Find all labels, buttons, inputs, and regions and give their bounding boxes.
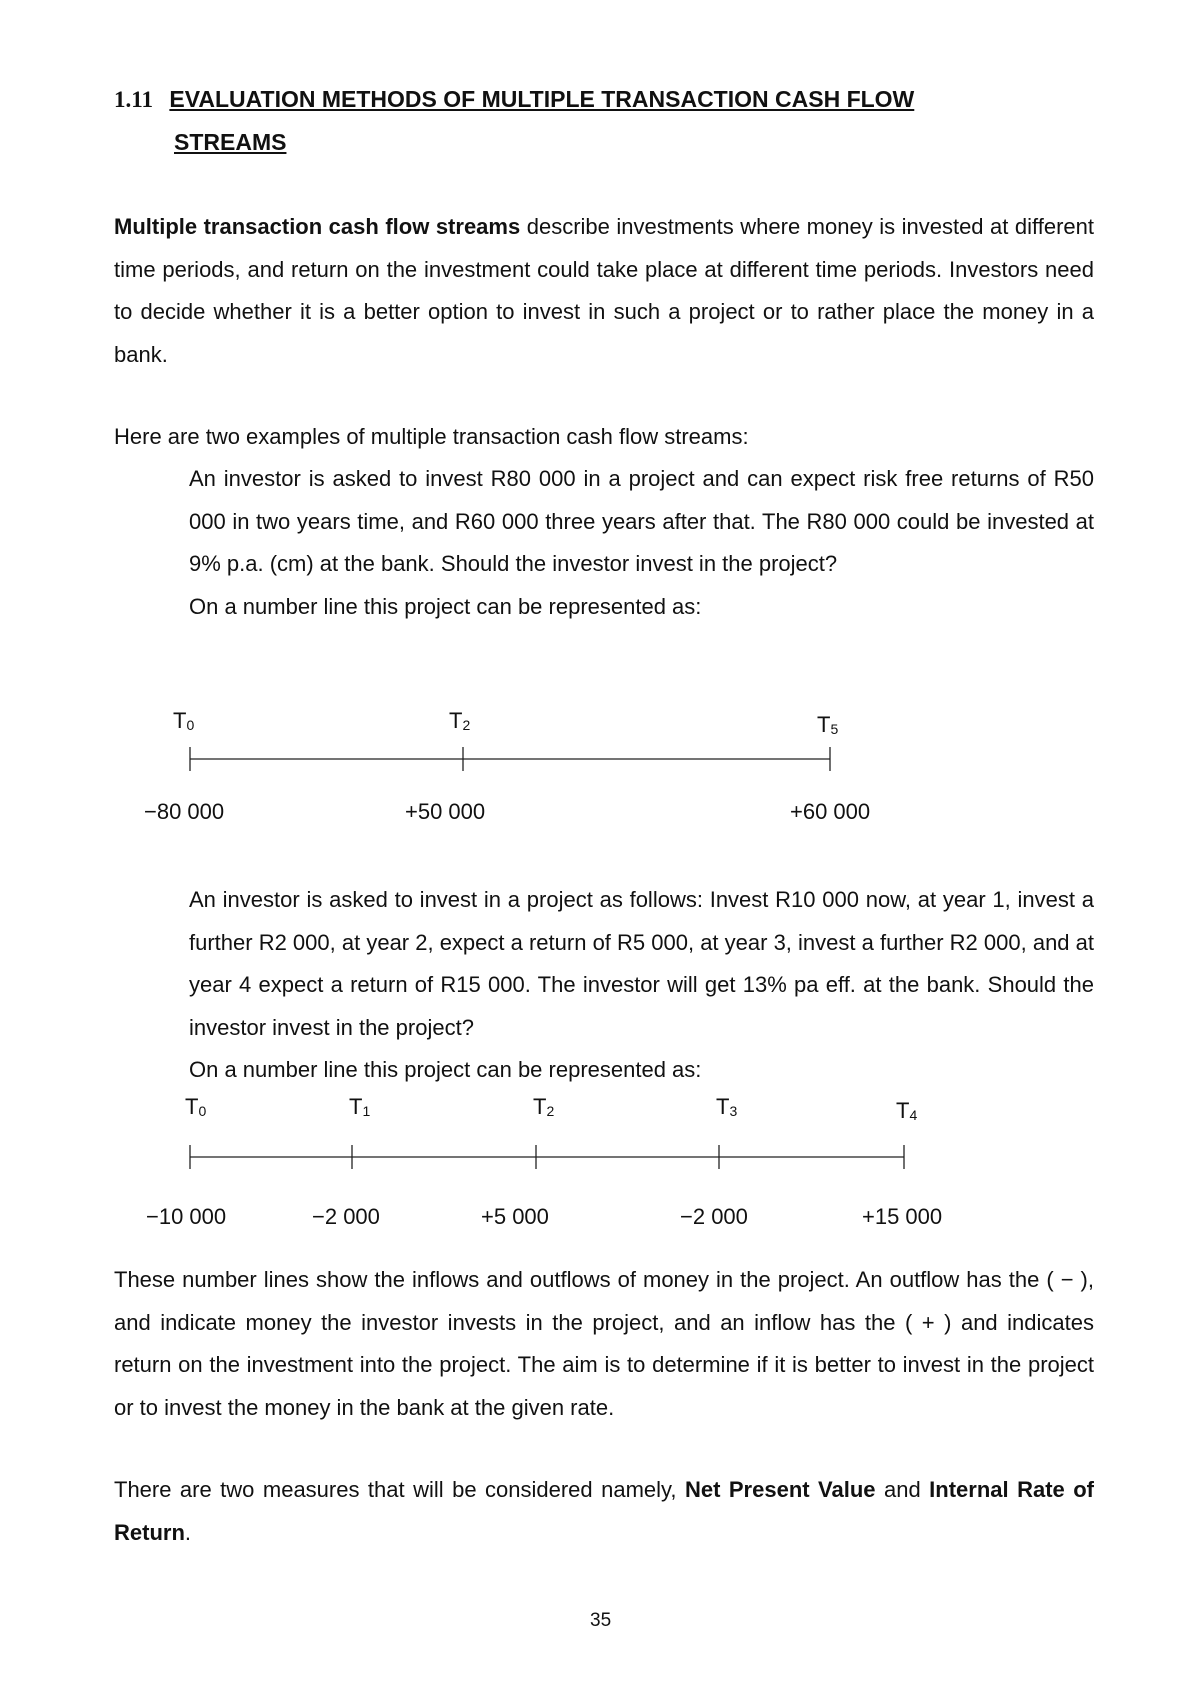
section-title-line2-wrap [174, 129, 286, 156]
numberline-1 [0, 700, 1200, 840]
explanation-paragraph [114, 1259, 1094, 1429]
measure-npv: Net Present Value [684, 1477, 876, 1502]
section-heading [114, 86, 1014, 113]
intro-text: describe investments where money is invested at different time periods, and return on the investment could take place at different time periods. Investors need to decide whether it is a better option to invest in such a project or to rather place the money in a bank. [114, 214, 1094, 367]
numberline-1-value-2: +60 000 [790, 799, 871, 824]
example2-text: An investor is asked to invest in a project as follows: Invest R10 000 now, at year 1, invest a further R2 000, at year 2, expect a return of R5 000, at year 3, invest a further R2 000, and at year 4 expect a return of R15 000. The investor will get 13% pa eff. at the bank. Should the investor invest in the project? [189, 887, 1094, 1040]
measures-suffix: . [184, 1519, 192, 1545]
numberline-1-time-2: $T_5$ [817, 712, 839, 737]
section-title-line2: STREAMS [174, 129, 287, 155]
numberline-1-value-1: +50 000 [405, 799, 486, 824]
example1-numberline-intro: On a number line this project can be represented as: [189, 593, 702, 619]
numberline-1-value-0: −80 000 [144, 799, 225, 824]
section-title-line1: EVALUATION METHODS OF MULTIPLE TRANSACTION CASH FLOW [169, 86, 915, 112]
numberline-2-value-0: −10 000 [146, 1204, 227, 1229]
example1-text: An investor is asked to invest R80 000 in a project and can expect risk free returns of R50 000 in two years time, and R60 000 three years after that. The R80 000 could be invested at 9% p.a. (cm) at the bank. Should the investor invest in the project? [189, 466, 1094, 576]
numberline-2-value-3: −2 000 [680, 1204, 748, 1229]
numberline-2-time-3: $T_3$ [716, 1094, 738, 1119]
numberline-2-value-2: +5 000 [481, 1204, 549, 1229]
example2-paragraph [189, 879, 1094, 1092]
examples-intro [114, 416, 1094, 459]
measures-paragraph [114, 1469, 1094, 1554]
numberline-2 [0, 1090, 1200, 1230]
measure-irr: Internal Rate of Return [114, 1477, 1094, 1545]
examples-intro-text: Here are two examples of multiple transaction cash flow streams: [114, 424, 749, 449]
explanation-text: These number lines show the inflows and outflows of money in the project. An outflow has the ( − ), and indicate money the investor invests in the project, and an inflow has the ( + ) and indicates return on the investment into the project. The aim is to determine if it is better to invest in the project or to invest the money in the bank at the given rate. [114, 1267, 1094, 1420]
numberline-2-value-1: −2 000 [312, 1204, 380, 1229]
numberline-1-time-0: $T_0$ [173, 708, 195, 733]
numberline-2-time-2: $T_2$ [533, 1094, 555, 1119]
intro-bold-term: Multiple transaction cash flow streams [114, 214, 521, 239]
page-number: 35 [590, 1610, 612, 1631]
intro-paragraph [114, 206, 1094, 376]
example2-numberline-intro: On a number line this project can be represented as: [189, 1057, 702, 1082]
numberline-1-time-1: $T_2$ [449, 708, 471, 733]
example1-paragraph [189, 458, 1094, 628]
numberline-2-time-1: $T_1$ [349, 1094, 371, 1119]
numberline-2-time-0: $T_0$ [185, 1094, 207, 1119]
measures-prefix: There are two measures that will be considered namely, [114, 1477, 685, 1502]
measures-joiner: and [875, 1477, 930, 1502]
numberline-2-value-4: +15 000 [862, 1204, 943, 1229]
section-number: 1.11 [114, 87, 153, 112]
numberline-2-time-4: $T_4$ [896, 1098, 918, 1123]
